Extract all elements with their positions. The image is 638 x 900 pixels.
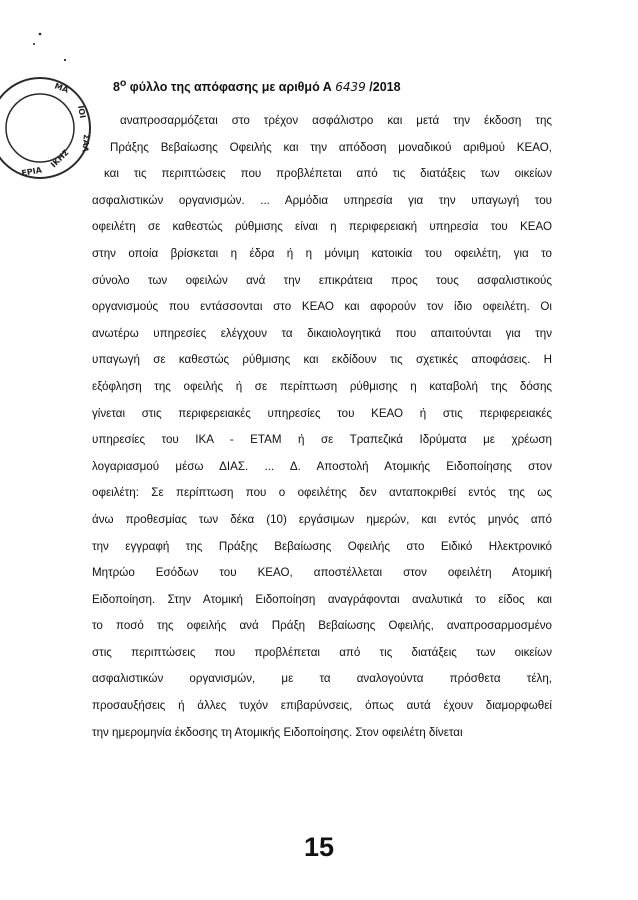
page-header: [113, 78, 401, 94]
header-text: φύλλο της απόφασης με αριθμό Α: [129, 80, 332, 95]
office-stamp: [0, 72, 104, 184]
text-line: σύνολο των οφειλών ανά την επικράτεια προς τους ασφαλιστικούς: [92, 273, 552, 287]
body-text: [92, 108, 552, 746]
stamp-outer-ring: [0, 78, 90, 178]
speck: [39, 33, 42, 36]
stamp-fragment: ΕΡΙΑ: [20, 165, 43, 178]
header-degree: ο: [119, 78, 127, 89]
stamp-fragment: ΣΑΛ: [80, 133, 91, 153]
speck: [64, 59, 66, 61]
stamp-fragment: ΙΚΗΣ: [49, 147, 71, 170]
text-line: Πράξης Βεβαίωσης Οφειλής και την απόδοση μοναδικού αριθμού ΚΕΑΟ,: [110, 140, 552, 154]
header-prefix: 8: [113, 80, 120, 95]
text-line: Μητρώο Εσόδων του ΚΕΑΟ, αποστέλλεται στον οφειλέτη Ατομική: [92, 566, 552, 580]
text-line: στην οποία βρίσκεται η έδρα ή η μόνιμη κατοικία του οφειλέτη, για το: [92, 246, 552, 260]
text-line: άνω προθεσμίας των δέκα (10) εργάσιμων ημερών, και εντός μηνός από: [92, 512, 552, 526]
scan-specks: [28, 28, 88, 68]
text-line: εξόφληση της οφειλής ή σε περίπτωση ρύθμισης η καταβολή της δόσης: [92, 379, 552, 393]
text-line: και τις περιπτώσεις που προβλέπεται από τις διατάξεις των οικείων: [104, 167, 552, 181]
header-year: /2018: [369, 80, 401, 95]
text-line: ασφαλιστικών οργανισμών, με τα αναλογούντα πρόσθετα τέλη,: [92, 672, 552, 686]
text-line: αναπροσαρμόζεται στο τρέχον ασφάλιστρο και μετά την έκδοση της: [120, 114, 552, 127]
text-line: ανωτέρω υπηρεσίες ελέγχουν τα δικαιολογητικά που απαιτούνται για την: [92, 326, 552, 340]
text-line: ασφαλιστικών οργανισμών. ... Αρμόδια υπηρεσία για την υπαγωγή του: [92, 193, 552, 207]
text-line: γίνεται στις περιφερειακές υπηρεσίες του ΚΕΑΟ ή στις περιφερειακές: [92, 406, 552, 420]
text-line: υπαγωγή σε καθεστώς ρύθμισης και εκδίδουν τις σχετικές αποφάσεις. Η: [92, 353, 552, 367]
stamp-fragment: ΜΑ: [53, 81, 70, 95]
text-line: οργανισμούς που εντάσσονται στο ΚΕΑΟ και αφορούν τον ίδιο οφειλέτη. Οι: [92, 300, 552, 314]
text-line: το ποσό της οφειλής ανά Πράξη Βεβαίωσης Οφειλής, αναπροσαρμοσμένο: [92, 619, 552, 633]
speck: [33, 43, 35, 45]
handwritten-number: 6439: [335, 80, 366, 95]
text-line: στις περιπτώσεις που προβλέπεται από τις διατάξεις των οικείων: [92, 645, 552, 659]
text-line: Ειδοποίηση. Στην Ατομική Ειδοποίηση αναγράφονται αναλυτικά το είδος και: [92, 592, 552, 606]
text-line: οφειλέτη: Σε περίπτωση που ο οφειλέτης δεν ανταποκριθεί εντός της ως: [92, 486, 552, 500]
text-line: προσαυξήσεις ή άλλες τυχόν επιβαρύνσεις, όπως αυτά έχουν διαμορφωθεί: [92, 699, 552, 713]
text-line: την ημερομηνία έκδοσης τη Ατομικής Ειδοποίησης. Στον οφειλέτη δίνεται: [92, 725, 463, 739]
text-line: οφειλέτη σε καθεστώς ρύθμισης είναι η περιφερειακή υπηρεσία του ΚΕΑΟ: [92, 220, 552, 234]
page-number: 15: [303, 832, 335, 862]
text-line: την εγγραφή της Πράξης Βεβαίωσης Οφειλής στο Ειδικό Ηλεκτρονικό: [92, 539, 552, 553]
text-line: λογαριασμού μέσω ΔΙΑΣ. ... Δ. Αποστολή Ατομικής Ειδοποίησης στον: [92, 459, 552, 473]
stamp-fragment: ΙΟΙ: [76, 104, 88, 119]
text-line: υπηρεσίες του ΙΚΑ - ΕΤΑΜ ή σε Τραπεζικά Ιδρύματα με χρέωση: [92, 433, 552, 447]
